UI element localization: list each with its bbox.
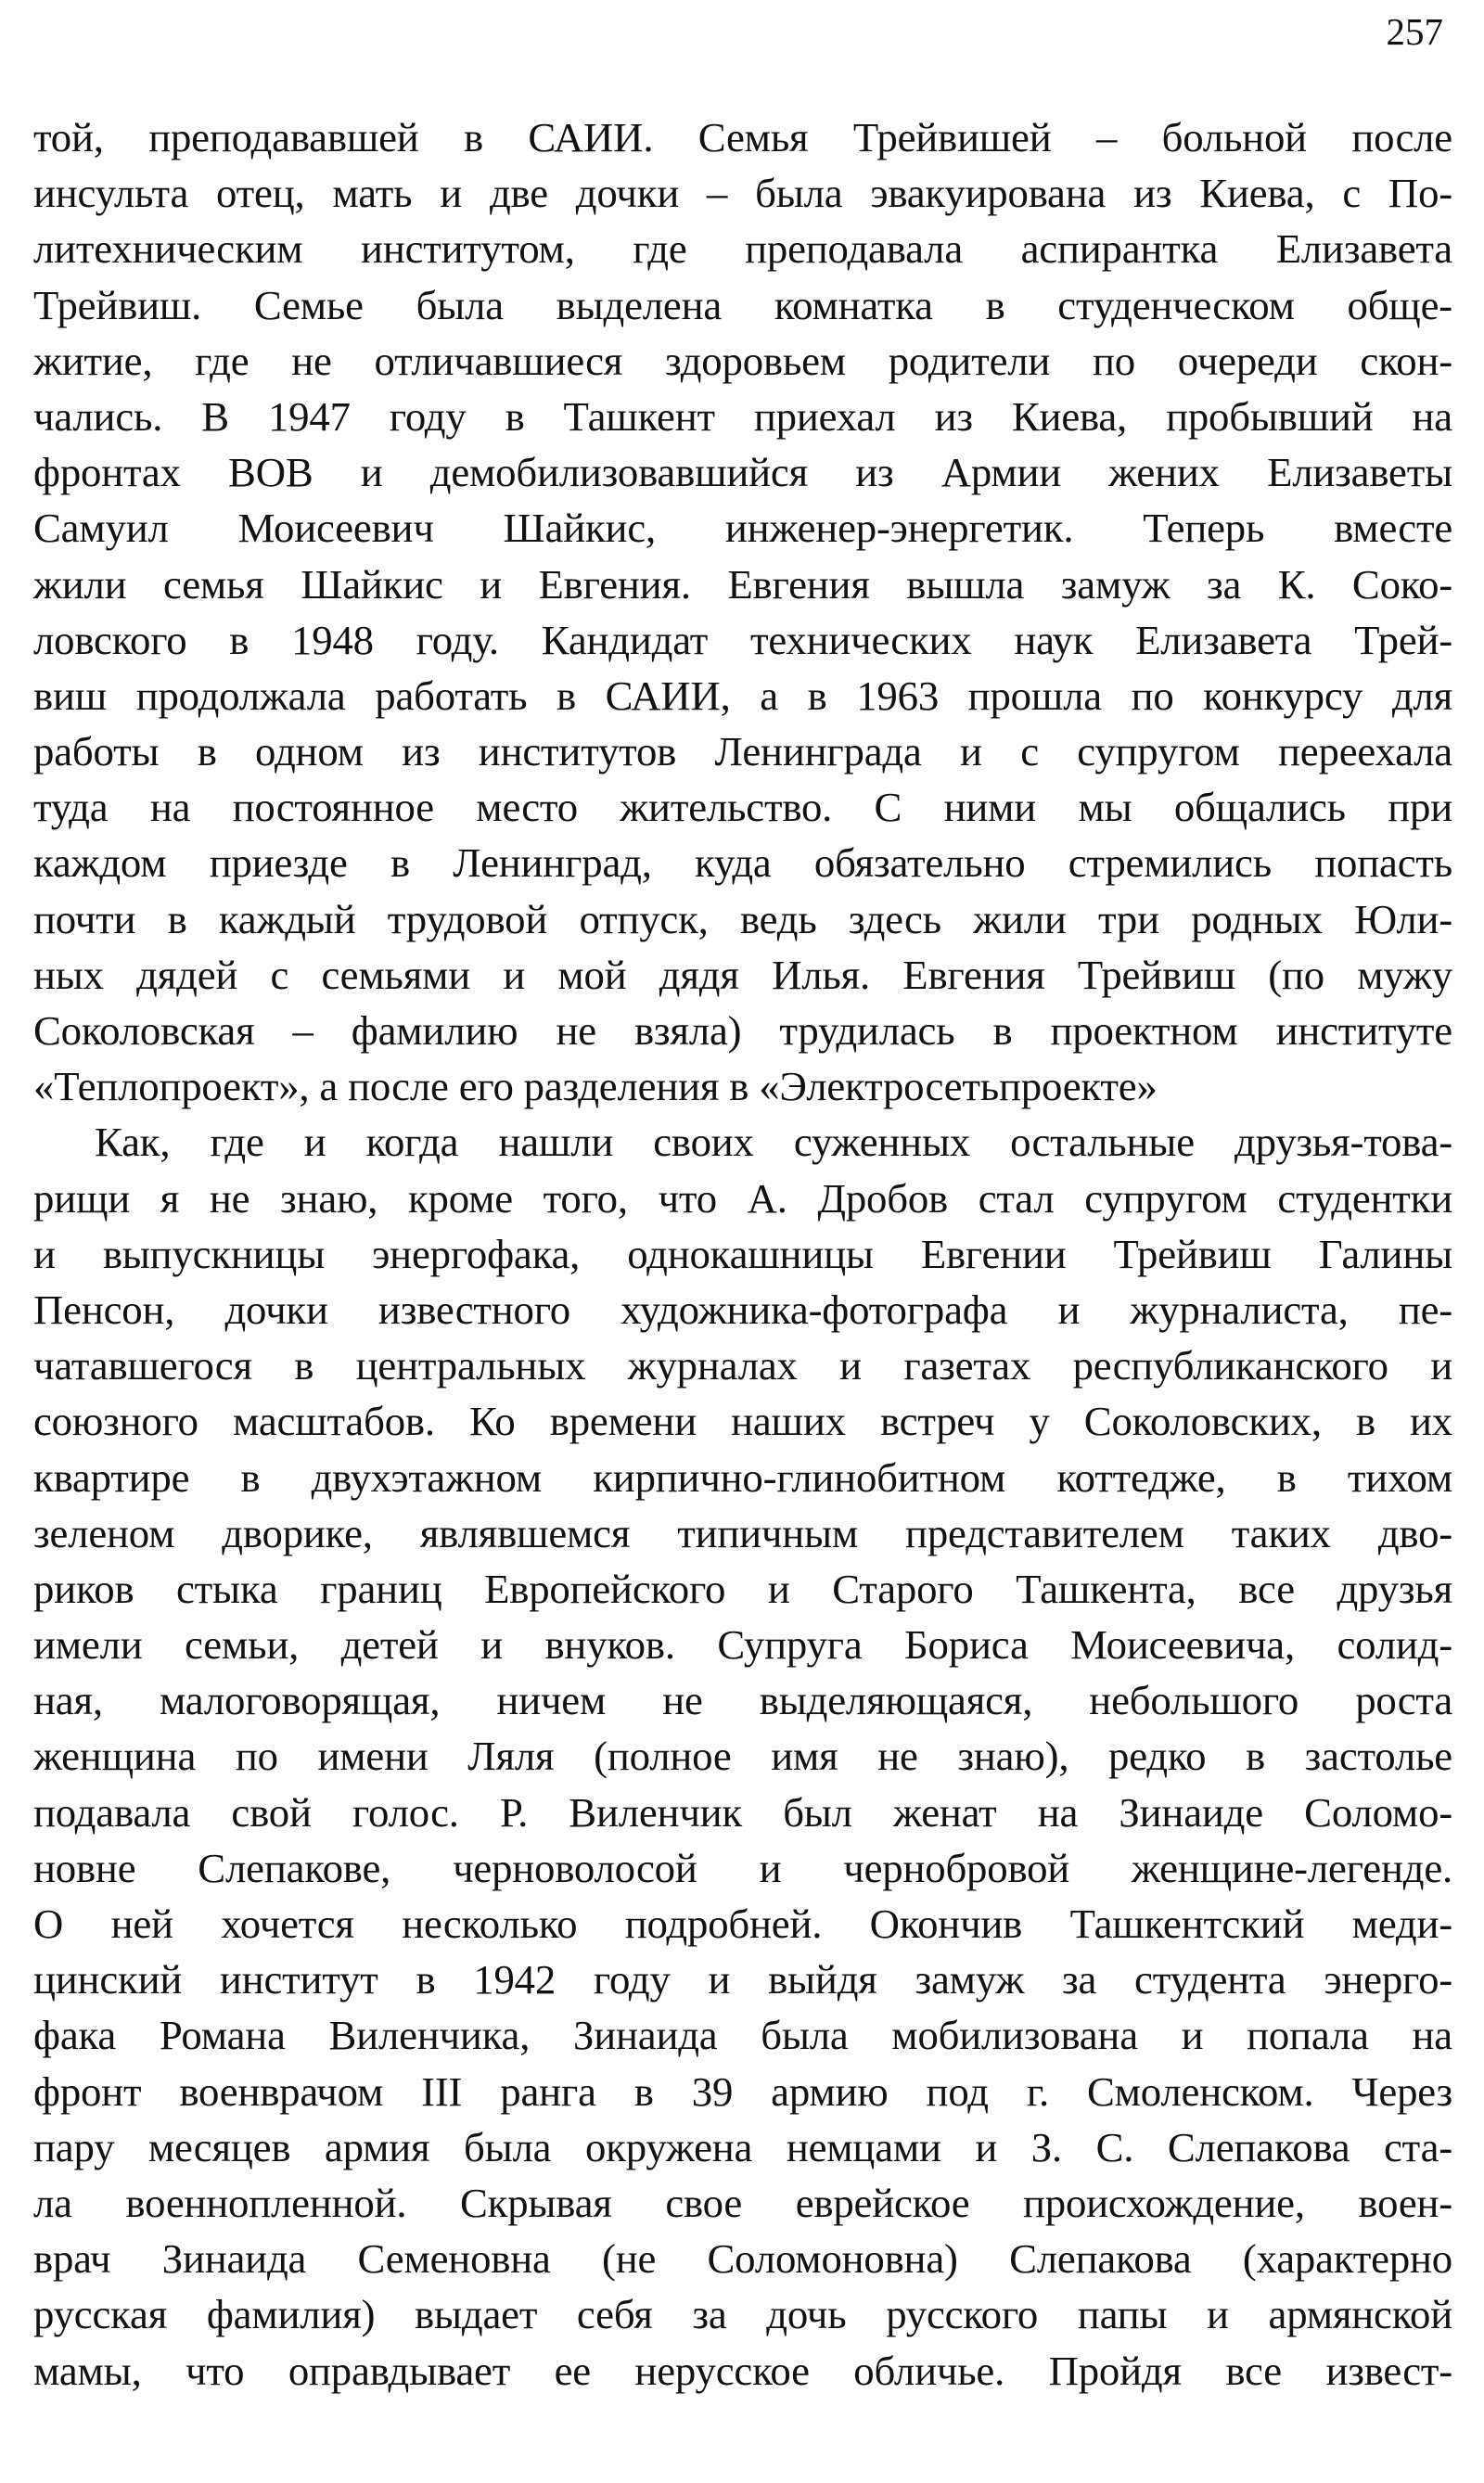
- paragraph: [33, 1114, 1452, 2398]
- text-line: фронтах ВОВ и демобилизовавшийся из Армии жених Елизаветы: [33, 449, 1452, 496]
- text-line: врач Зинаида Семеновна (не Соломоновна) Слепакова (характерно: [33, 2235, 1452, 2283]
- text-line: русская фамилия) выдает себя за дочь русского папы и армянской: [33, 2291, 1452, 2338]
- text-line: Трейвиш. Семье была выделена комнатка в студенческом обще-: [33, 281, 1452, 328]
- text-line: новне Слепакове, черноволосой и чернобровой женщине-легенде.: [33, 1844, 1452, 1891]
- text-line: Самуил Моисеевич Шайкис, инженер-энергетик. Теперь вместе: [33, 505, 1452, 552]
- text-line: фронт военврачом III ранга в 39 армию под г. Смоленском. Через: [33, 2067, 1452, 2115]
- text-line: каждом приезде в Ленинград, куда обязательно стремились попасть: [33, 839, 1452, 887]
- text-line: чатавшегося в центральных журналах и газетах республиканского и: [33, 1342, 1452, 1389]
- text-line: квартире в двухэтажном кирпично-глинобитном коттедже, в тихом: [33, 1453, 1452, 1501]
- page-number: 257: [1386, 10, 1443, 53]
- text-line: ла военнопленной. Скрывая свое еврейское происхождение, воен-: [33, 2179, 1452, 2226]
- text-line: литехническим институтом, где преподавала аспирантка Елизавета: [33, 225, 1452, 273]
- text-line: ная, малоговорящая, ничем не выделяющаяся, небольшого роста: [33, 1677, 1452, 1724]
- text-line: и выпускницы энергофака, однокашницы Евгении Трейвиш Галины: [33, 1230, 1452, 1277]
- paragraph: [33, 109, 1452, 1114]
- text-line: Как, где и когда нашли своих суженных остальные друзья-това-: [95, 1119, 1452, 1166]
- text-line: Пенсон, дочки известного художника-фотографа и журналиста, пе-: [33, 1286, 1452, 1333]
- text-line: житие, где не отличавшиеся здоровьем родители по очереди скон-: [33, 337, 1452, 384]
- text-line: почти в каждый трудовой отпуск, ведь здесь жили три родных Юли-: [33, 895, 1452, 942]
- text-line: пару месяцев армия была окружена немцами и З. С. Слепакова ста-: [33, 2123, 1452, 2170]
- text-line: рищи я не знаю, кроме того, что А. Дробов стал супругом студентки: [33, 1174, 1452, 1222]
- page-body-text: [33, 109, 1452, 2399]
- text-line: Соколовская – фамилию не взяла) трудилась в проектном институте: [33, 1007, 1452, 1054]
- text-line: женщина по имени Ляля (полное имя не знаю), редко в застолье: [33, 1733, 1452, 1780]
- text-line: «Теплопроект», а после его разделения в «Электросетьпроекте»: [33, 1063, 1158, 1110]
- text-line: ловского в 1948 году. Кандидат технических наук Елизавета Трей-: [33, 616, 1452, 663]
- text-line: подавала свой голос. Р. Виленчик был женат на Зинаиде Соломо-: [33, 1788, 1452, 1836]
- text-line: чались. В 1947 году в Ташкент приехал из Киева, пробывший на: [33, 392, 1452, 440]
- text-line: жили семья Шайкис и Евгения. Евгения вышла замуж за К. Соко-: [33, 560, 1452, 608]
- text-line: зеленом дворике, являвшемся типичным представителем таких дво-: [33, 1509, 1452, 1556]
- text-line: союзного масштабов. Ко времени наших встреч у Соколовских, в их: [33, 1398, 1452, 1445]
- text-line: туда на постоянное место жительство. С ними мы общались при: [33, 784, 1452, 831]
- text-line: той, преподававшей в САИИ. Семья Трейвишей – больной после: [33, 114, 1452, 160]
- text-line: фака Романа Виленчика, Зинаида была мобилизована и попала на: [33, 2012, 1452, 2059]
- text-line: виш продолжала работать в САИИ, а в 1963 прошла по конкурсу для: [33, 672, 1452, 719]
- text-line: мамы, что оправдывает ее нерусское обличье. Пройдя все извест-: [33, 2347, 1452, 2394]
- text-line: работы в одном из институтов Ленинграда и с супругом переехала: [33, 728, 1452, 775]
- text-line: риков стыка границ Европейского и Старого Ташкента, все друзья: [33, 1565, 1452, 1612]
- text-line: цинский институт в 1942 году и выйдя замуж за студента энерго-: [33, 1956, 1452, 2003]
- text-line: ных дядей с семьями и мой дядя Илья. Евгения Трейвиш (по мужу: [33, 951, 1452, 998]
- text-line: имели семьи, детей и внуков. Супруга Бориса Моисеевича, солид-: [33, 1621, 1452, 1669]
- text-line: О ней хочется несколько подробней. Окончив Ташкентский меди-: [33, 1901, 1452, 1947]
- text-line: инсульта отец, мать и две дочки – была эвакуирована из Киева, с По-: [33, 170, 1452, 217]
